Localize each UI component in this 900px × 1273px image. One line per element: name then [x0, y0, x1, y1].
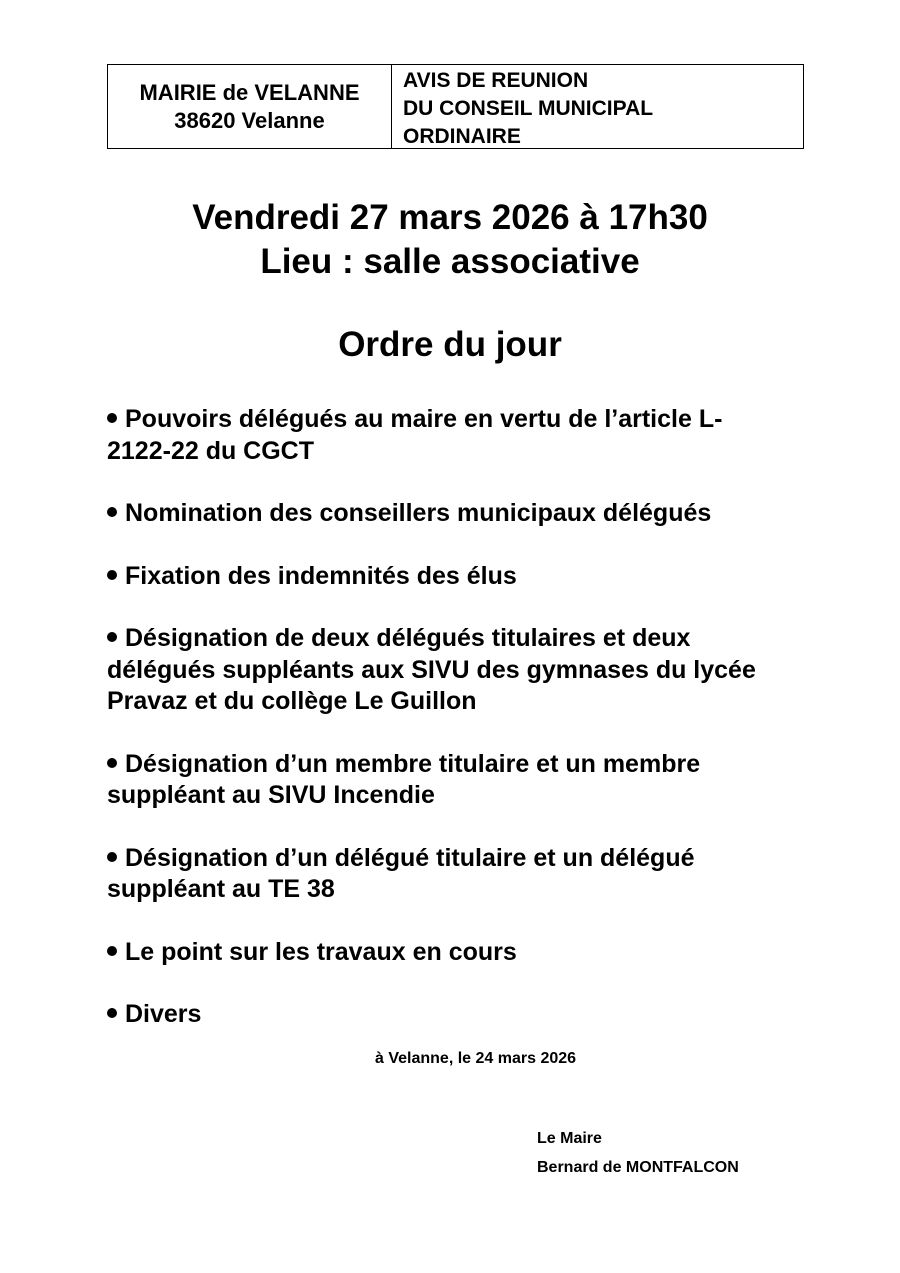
place-and-date: à Velanne, le 24 mars 2026 — [375, 1050, 577, 1067]
agenda-item-text: suppléant au TE 38 — [107, 875, 335, 903]
notice-title-cell — [392, 65, 803, 148]
notice-title-line-3: ORDINAIRE — [403, 125, 521, 148]
signatory-title: Le Maire — [537, 1130, 602, 1147]
agenda-item — [107, 749, 827, 812]
bullet-icon — [107, 758, 117, 768]
agenda-item-text: Désignation d’un membre titulaire et un membre — [125, 749, 701, 778]
header-box — [107, 64, 804, 149]
agenda-title: Ordre du jour — [338, 325, 562, 364]
agenda-item-text: Désignation de deux délégués titulaires et deux — [125, 624, 691, 652]
agenda-item-text: Fixation des indemnités des élus — [125, 561, 517, 590]
meeting-date-time: Vendredi 27 mars 2026 à 17h30 — [192, 198, 708, 237]
mairie-cell — [108, 65, 392, 148]
bullet-icon — [107, 632, 117, 642]
bullet-icon — [107, 946, 117, 956]
agenda-item-text: Pouvoirs délégués au maire en vertu de l’article L- — [125, 405, 723, 433]
bullet-icon — [107, 852, 117, 862]
bullet-icon — [107, 507, 117, 517]
mairie-address: 38620 Velanne — [174, 107, 325, 133]
agenda-item-text: Divers — [125, 1000, 202, 1028]
bullet-icon — [107, 1008, 117, 1018]
notice-title-line-1: AVIS DE REUNION — [403, 69, 589, 92]
agenda-item — [107, 404, 827, 467]
agenda-item-text: Désignation d’un délégué titulaire et un délégué — [125, 843, 695, 872]
agenda-item-text: 2122-22 du CGCT — [107, 436, 315, 465]
agenda-item-text: Le point sur les travaux en cours — [125, 937, 517, 966]
meeting-place: Lieu : salle associative — [260, 242, 640, 281]
agenda-item — [107, 561, 827, 593]
agenda-list — [107, 404, 827, 1062]
agenda-item-text: suppléant au SIVU Incendie — [107, 781, 435, 809]
agenda-item — [107, 999, 827, 1031]
bullet-icon — [107, 413, 117, 423]
agenda-item — [107, 937, 827, 969]
notice-title-line-2: DU CONSEIL MUNICIPAL — [403, 97, 654, 120]
mairie-name: MAIRIE de VELANNE — [139, 79, 360, 105]
agenda-item-text: Nomination des conseillers municipaux délégués — [125, 499, 712, 527]
signatory-name: Bernard de MONTFALCON — [537, 1159, 739, 1176]
agenda-item — [107, 498, 827, 530]
agenda-item — [107, 623, 827, 718]
bullet-icon — [107, 570, 117, 580]
agenda-item — [107, 843, 827, 906]
agenda-item-text: délégués suppléants aux SIVU des gymnases du lycée — [107, 655, 756, 684]
agenda-item-text: Pravaz et du collège Le Guillon — [107, 687, 477, 715]
